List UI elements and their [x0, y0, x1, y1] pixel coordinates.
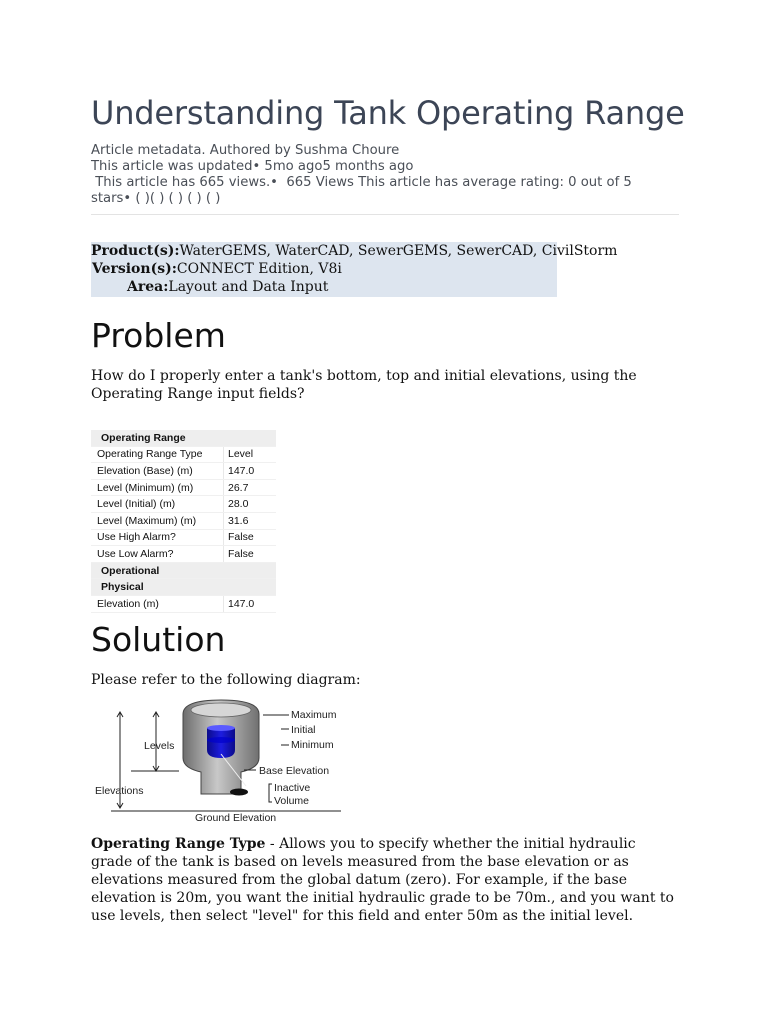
property-value[interactable]: 147.0 [224, 463, 277, 480]
label-maximum: Maximum [291, 709, 337, 721]
property-row[interactable] [91, 479, 276, 496]
label-volume: Volume [274, 795, 310, 807]
solution-intro: Please refer to the following diagram: [91, 672, 361, 688]
property-value[interactable]: 147.0 [224, 595, 277, 612]
product-info-box [91, 242, 618, 297]
property-label: Level (Maximum) (m) [91, 512, 224, 529]
category-physical[interactable]: Physical [91, 579, 276, 596]
property-row[interactable] [91, 463, 276, 480]
versions-label: Version(s): [92, 261, 177, 277]
property-label: Operating Range Type [91, 446, 224, 463]
operating-range-type-description: - Allows you to specify whether the initial hydraulic grade of the tank is based on levels measured from the base elevation or as elevations measured from the global datum (zero). For example, if the base elevation is 20m, you want the initial hydraulic grade to be 70m., and you want to use levels, then select "level" for this field and enter 50m as the initial level. [91, 836, 674, 924]
label-ground-elevation: Ground Elevation [195, 812, 277, 824]
products-row [91, 243, 617, 261]
tank-shape [183, 700, 259, 796]
label-minimum: Minimum [291, 739, 334, 751]
page-title: Understanding Tank Operating Range [91, 94, 685, 132]
label-elevations: Elevations [95, 785, 144, 797]
property-label: Use Low Alarm? [91, 546, 224, 563]
inactive-volume [230, 789, 248, 796]
area-value: Layout and Data Input [168, 279, 329, 295]
operating-range-type-paragraph [91, 835, 679, 925]
products-label: Product(s): [91, 243, 180, 259]
property-label: Use High Alarm? [91, 529, 224, 546]
operating-range-property-table [91, 430, 276, 613]
category-operational[interactable]: Operational [91, 562, 276, 579]
property-label: Level (Minimum) (m) [91, 479, 224, 496]
label-inactive: Inactive [274, 782, 311, 794]
meta-updated: This article was updated• 5mo ago5 months ago [91, 159, 414, 174]
area-label: Area: [127, 279, 169, 295]
property-row[interactable] [91, 496, 276, 513]
versions-row [92, 261, 342, 279]
category-operating-range[interactable]: Operating Range [91, 430, 276, 446]
tank-operating-range-diagram [91, 696, 361, 826]
property-row[interactable] [91, 446, 276, 463]
property-value[interactable]: Level [224, 446, 277, 463]
property-value[interactable]: False [224, 546, 277, 563]
versions-value: CONNECT Edition, V8i [176, 261, 342, 277]
property-label: Level (Initial) (m) [91, 496, 224, 513]
property-row[interactable] [91, 512, 276, 529]
property-label: Elevation (Base) (m) [91, 463, 224, 480]
operating-range-type-term: Operating Range Type [91, 836, 266, 852]
property-label: Elevation (m) [91, 595, 224, 612]
property-row[interactable] [91, 546, 276, 563]
property-value[interactable]: 31.6 [224, 512, 277, 529]
area-row [127, 279, 328, 297]
meta-author: Article metadata. Authored by Sushma Choure [91, 143, 400, 158]
label-base-elevation: Base Elevation [259, 765, 330, 777]
solution-heading: Solution [91, 620, 226, 659]
meta-rating-stars[interactable]: stars• ( )( ) ( ) ( ) ( ) [91, 191, 221, 206]
header-divider [91, 214, 679, 215]
products-value: WaterGEMS, WaterCAD, SewerGEMS, SewerCAD, CivilStorm [179, 243, 618, 259]
property-row[interactable] [91, 595, 276, 612]
property-value[interactable]: False [224, 529, 277, 546]
problem-heading: Problem [91, 316, 226, 355]
article-metadata [91, 143, 691, 207]
property-value[interactable]: 26.7 [224, 479, 277, 496]
property-row[interactable] [91, 529, 276, 546]
problem-text: How do I properly enter a tank's bottom, top and initial elevations, using the Operating Range input fields? [91, 368, 637, 402]
property-value[interactable]: 28.0 [224, 496, 277, 513]
meta-views-rating: This article has 665 views.• 665 Views This article has average rating: 0 out of 5 [91, 175, 632, 190]
label-initial: Initial [291, 724, 316, 736]
label-levels: Levels [144, 740, 175, 752]
